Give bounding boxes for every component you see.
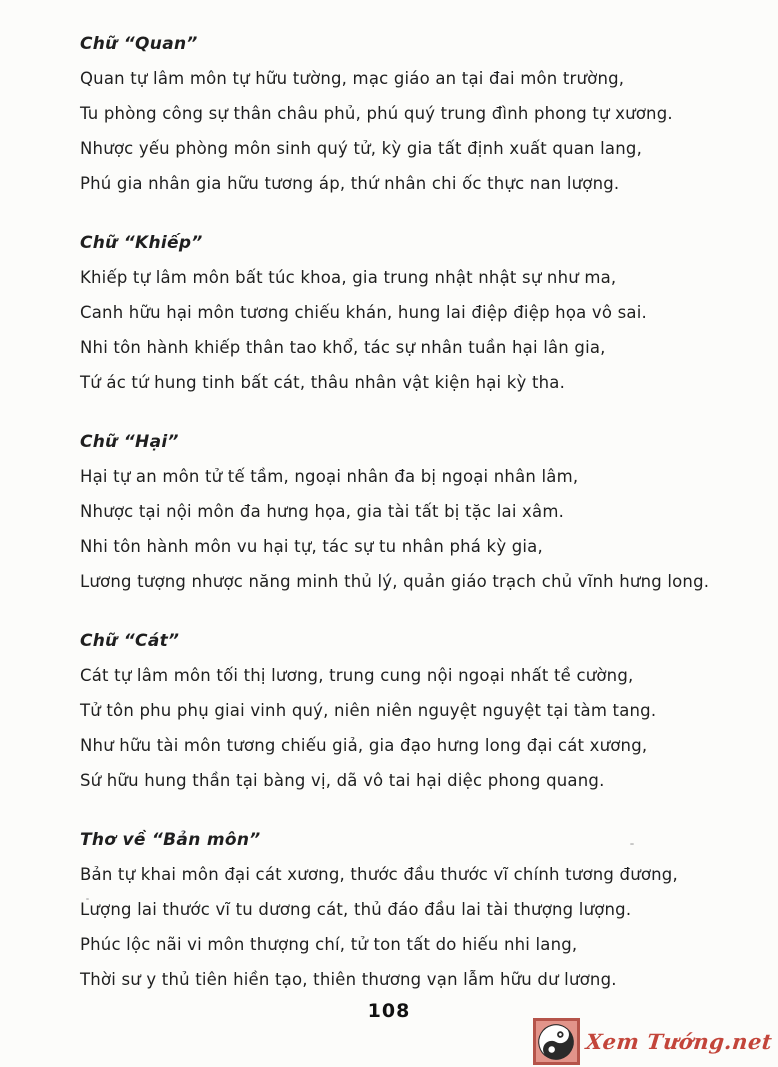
text-line: Khiếp tự lâm môn bất túc khoa, gia trung nhật nhật sự như ma, <box>80 268 617 287</box>
text-line: Phúc lộc nãi vi môn thượng chí, tử ton tất do hiếu nhi lang, <box>80 935 578 954</box>
section-title: Thơ về “Bản môn” <box>80 830 261 850</box>
section-title: Chữ “Quan” <box>80 34 198 54</box>
section-tho-ve-ban-mon <box>80 824 738 997</box>
section-title: Chữ “Hại” <box>80 432 179 452</box>
text-line: Nhi tôn hành khiếp thân tao khổ, tác sự nhân tuần hại lân gia, <box>80 338 606 357</box>
section-title: Chữ “Cát” <box>80 631 180 651</box>
section-chu-khiep <box>80 227 738 400</box>
text-line: Tứ ác tứ hung tinh bất cát, thâu nhân vật kiện hại kỳ tha. <box>80 373 566 392</box>
section-chu-cat <box>80 625 738 798</box>
text-line: Nhược tại nội môn đa hưng họa, gia tài tất bị tặc lai xâm. <box>80 502 565 521</box>
text-line: Nhi tôn hành môn vu hại tự, tác sự tu nhân phá kỳ gia, <box>80 537 543 556</box>
page-number: 108 <box>367 1000 411 1022</box>
text-line: Canh hữu hại môn tương chiếu khán, hung lai điệp điệp họa vô sai. <box>80 303 647 322</box>
section-chu-quan <box>80 28 738 201</box>
text-line: Tu phòng công sự thân châu phủ, phú quý trung đình phong tự xương. <box>80 104 673 123</box>
text-line: Lương tượng nhược năng minh thủ lý, quản giáo trạch chủ vĩnh hưng long. <box>80 572 710 591</box>
section-title: Chữ “Khiếp” <box>80 233 203 253</box>
text-line: Thời sư y thủ tiên hiền tạo, thiên thương vạn lẫm hữu dư lương. <box>80 970 617 989</box>
text-line: Hại tự an môn tử tế tầm, ngoại nhân đa bị ngoại nhân lâm, <box>80 467 579 486</box>
watermark-logo <box>533 1018 776 1065</box>
text-line: Sứ hữu hung thần tại bàng vị, dã vô tai hại diệc phong quang. <box>80 771 605 790</box>
page-content <box>80 28 738 1023</box>
text-line: Bản tự khai môn đại cát xương, thước đầu thước vĩ chính tương đương, <box>80 865 678 884</box>
yin-yang-icon <box>533 1018 580 1065</box>
text-line: Phú gia nhân gia hữu tương áp, thứ nhân chi ốc thực nan lượng. <box>80 174 620 193</box>
text-line: Tử tôn phu phụ giai vinh quý, niên niên nguyệt nguyệt tại tàm tang. <box>80 701 657 720</box>
text-line: Cát tự lâm môn tối thị lương, trung cung nội ngoại nhất tề cường, <box>80 666 634 685</box>
text-line: Như hữu tài môn tương chiếu giả, gia đạo hưng long đại cát xương, <box>80 736 648 755</box>
section-chu-hai <box>80 426 738 599</box>
text-line: Lượng lai thước vĩ tu dương cát, thủ đáo đầu lai tài thượng lượng. <box>80 900 632 919</box>
watermark-text: Xem Tướng.net <box>584 1029 774 1054</box>
text-line: Quan tự lâm môn tự hữu tường, mạc giáo an tại đai môn trường, <box>80 69 625 88</box>
scan-artifact <box>630 843 634 845</box>
text-line: Nhược yếu phòng môn sinh quý tử, kỳ gia tất định xuất quan lang, <box>80 139 643 158</box>
scan-artifact <box>86 898 89 900</box>
